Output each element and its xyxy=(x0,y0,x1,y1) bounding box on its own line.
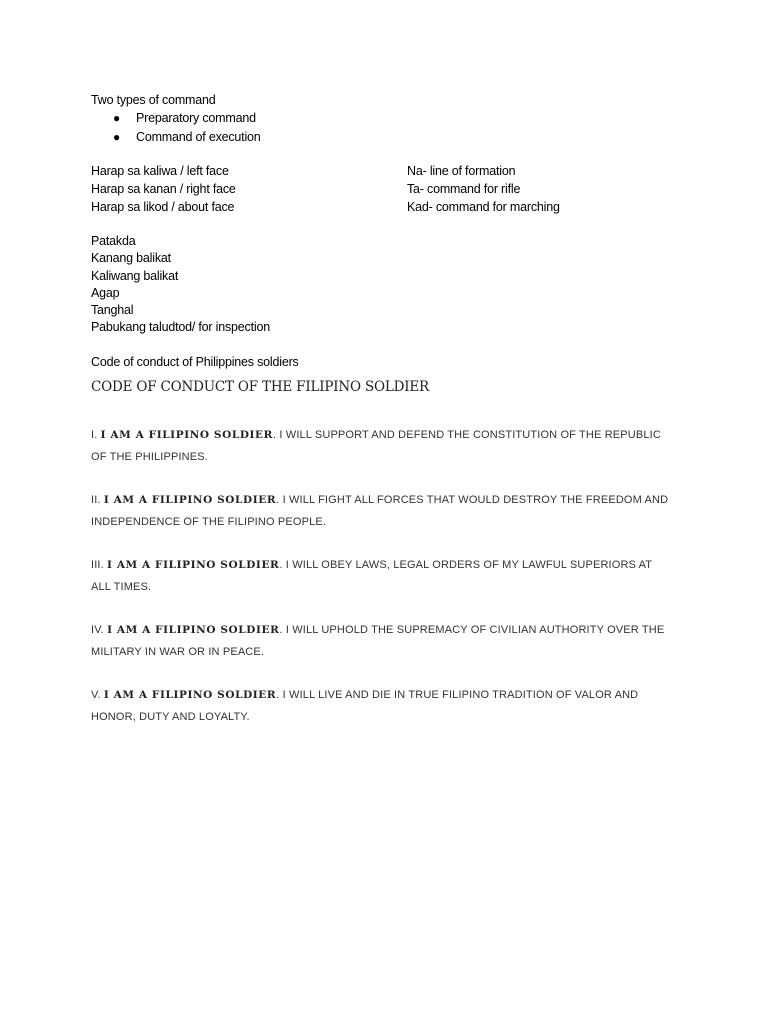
command-syllable: Na- line of formation xyxy=(407,164,516,178)
command-type-label: Preparatory command xyxy=(136,111,256,125)
code-article xyxy=(91,424,671,468)
list-item xyxy=(91,110,261,129)
code-article xyxy=(91,684,671,728)
article-creed: I AM A FILIPINO SOLDIER xyxy=(103,689,277,701)
article-creed: I AM A FILIPINO SOLDIER xyxy=(107,624,280,636)
code-article xyxy=(91,554,671,598)
rifle-position: Pabukang taludtod/ for inspection xyxy=(91,320,270,335)
article-numeral: I. xyxy=(91,429,98,441)
article-numeral: II. xyxy=(91,494,101,506)
facing-command: Harap sa kaliwa / left face xyxy=(91,164,229,178)
code-articles xyxy=(91,424,671,749)
rifle-position: Agap xyxy=(91,285,120,300)
rifle-position: Kaliwang balikat xyxy=(91,268,179,283)
list-item xyxy=(91,129,261,148)
article-numeral: III. xyxy=(91,559,104,571)
command-type-label: Command of execution xyxy=(136,130,261,144)
facing-command: Harap sa kanan / right face xyxy=(91,181,236,196)
command-types-heading: Two types of command xyxy=(91,93,216,107)
rifle-position: Kanang balikat xyxy=(91,251,171,266)
article-text: . I WILL LIVE AND DIE IN TRUE FILIPINO TRADITION OF VALOR AND HONOR, DUTY AND LOYALTY. xyxy=(91,689,639,723)
article-creed: I AM A FILIPINO SOLDIER xyxy=(107,559,280,571)
article-creed: I AM A FILIPINO SOLDIER xyxy=(100,429,273,441)
article-text: . I WILL SUPPORT AND DEFEND THE CONSTITUTION OF THE REPUBLIC OF THE PHILIPPINES. xyxy=(91,429,661,463)
code-title: CODE OF CONDUCT OF THE FILIPINO SOLDIER xyxy=(91,379,430,395)
command-syllable: Ta- command for rifle xyxy=(407,181,521,196)
facing-commands xyxy=(91,163,236,216)
article-text: . I WILL OBEY LAWS, LEGAL ORDERS OF MY LAWFUL SUPERIORS AT ALL TIMES. xyxy=(91,559,652,593)
article-numeral: V. xyxy=(91,689,101,701)
command-types-list xyxy=(91,110,261,148)
bullet-icon: ● xyxy=(113,111,121,125)
rifle-position: Patakda xyxy=(91,234,136,248)
article-text: . I WILL FIGHT ALL FORCES THAT WOULD DESTROY THE FREEDOM AND INDEPENDENCE OF THE FILIPINO PEOPLE. xyxy=(91,494,669,528)
article-numeral: IV. xyxy=(91,624,104,636)
command-syllables xyxy=(407,163,560,216)
code-intro: Code of conduct of Philippines soldiers xyxy=(91,355,299,369)
article-creed: I AM A FILIPINO SOLDIER xyxy=(103,494,277,506)
code-article xyxy=(91,619,671,663)
facing-command: Harap sa likod / about face xyxy=(91,199,235,214)
bullet-icon: ● xyxy=(113,130,121,144)
rifle-positions xyxy=(91,233,270,337)
rifle-position: Tanghal xyxy=(91,303,134,318)
article-text: . I WILL UPHOLD THE SUPREMACY OF CIVILIAN AUTHORITY OVER THE MILITARY IN WAR OR IN PEACE. xyxy=(91,624,665,658)
code-article xyxy=(91,489,671,533)
command-syllable: Kad- command for marching xyxy=(407,199,560,214)
